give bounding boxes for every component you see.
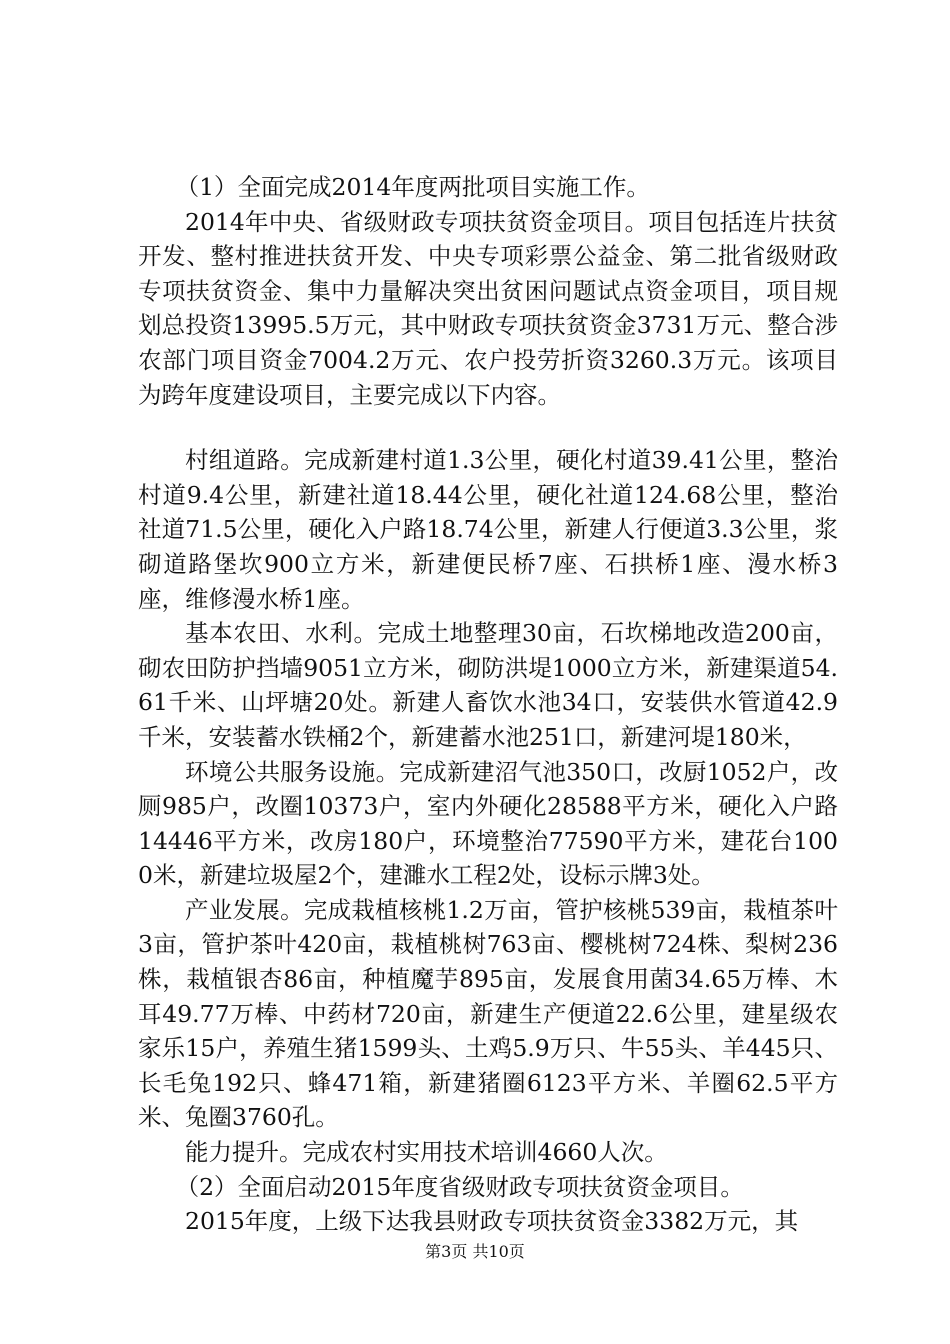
paragraph-village-roads: 村组道路。完成新建村道1.3公里，硬化村道39.41公里，整治村道9.4公里，新建社道18.44公里，硬化社道124.68公里，整治社道71.5公里，硬化入户路18.74公里，新建人行便道3.3公里，浆砌道路堡坎900立方米，新建便民桥7座、石拱桥1座、漫水桥3座，维修漫水桥1座。 [138, 446, 838, 613]
section-heading-1: （1）全面完成2014年度两批项目实施工作。 [175, 173, 650, 201]
section-heading-2: （2）全面启动2015年度省级财政专项扶贫资金项目。 [175, 1172, 744, 1201]
paragraph-project-overview: 2014年中央、省级财政专项扶贫资金项目。项目包括连片扶贫开发、整村推进扶贫开发、中央专项彩票公益金、第二批省级财政专项扶贫资金、集中力量解决突出贫困问题试点资金项目，项目规划总投资13995.5万元，其中财政专项扶贫资金3731万元、整合涉农部门项目资金7004.2万元、农户投劳折资3260.3万元。该项目为跨年度建设项目，主要完成以下内容。 [138, 207, 838, 409]
paragraph-capacity-building: 能力提升。完成农村实用技术培训4660人次。 [185, 1138, 668, 1167]
page-footer: 第3页 共10页 [425, 1242, 525, 1261]
paragraph-industry-development: 产业发展。完成栽植核桃1.2万亩，管护核桃539亩，栽植茶叶3亩，管护茶叶420亩，栽植桃树763亩、樱桃树724株、梨树236株，栽植银杏86亩，种植魔芋895亩，发展食用菌34.65万棒、木耳49.77万棒、中药材720亩，新建生产便道22.6公里，建星级农家乐15户，养殖生猪1599头、土鸡5.9万只、牛55头、羊445只、长毛兔192只、蜂471箱，新建猪圈6123平方米、羊圈62.5平方米、兔圈3760孔。 [138, 895, 838, 1132]
paragraph-2015-funds: 2015年度，上级下达我县财政专项扶贫资金3382万元，其 [185, 1207, 799, 1236]
paragraph-environment-services: 环境公共服务设施。完成新建沼气池350口，改厨1052户，改厕985户，改圈10373户，室内外硬化28588平方米，硬化入户路14446平方米，改房180户，环境整治77590平方米，建花台1000米，新建垃圾屋2个，建濉水工程2处，设标示牌3处。 [138, 757, 838, 890]
paragraph-farmland-water: 基本农田、水利。完成土地整理30亩，石坎梯地改造200亩，砌农田防护挡墙9051立方米，砌防洪堤1000立方米，新建渠道54.61千米、山坪塘20处。新建人畜饮水池34口，安装供水管道42.9千米，安装蓄水铁桶2个，新建蓄水池251口，新建河堤180米， [138, 619, 838, 751]
document-body [138, 170, 838, 1239]
